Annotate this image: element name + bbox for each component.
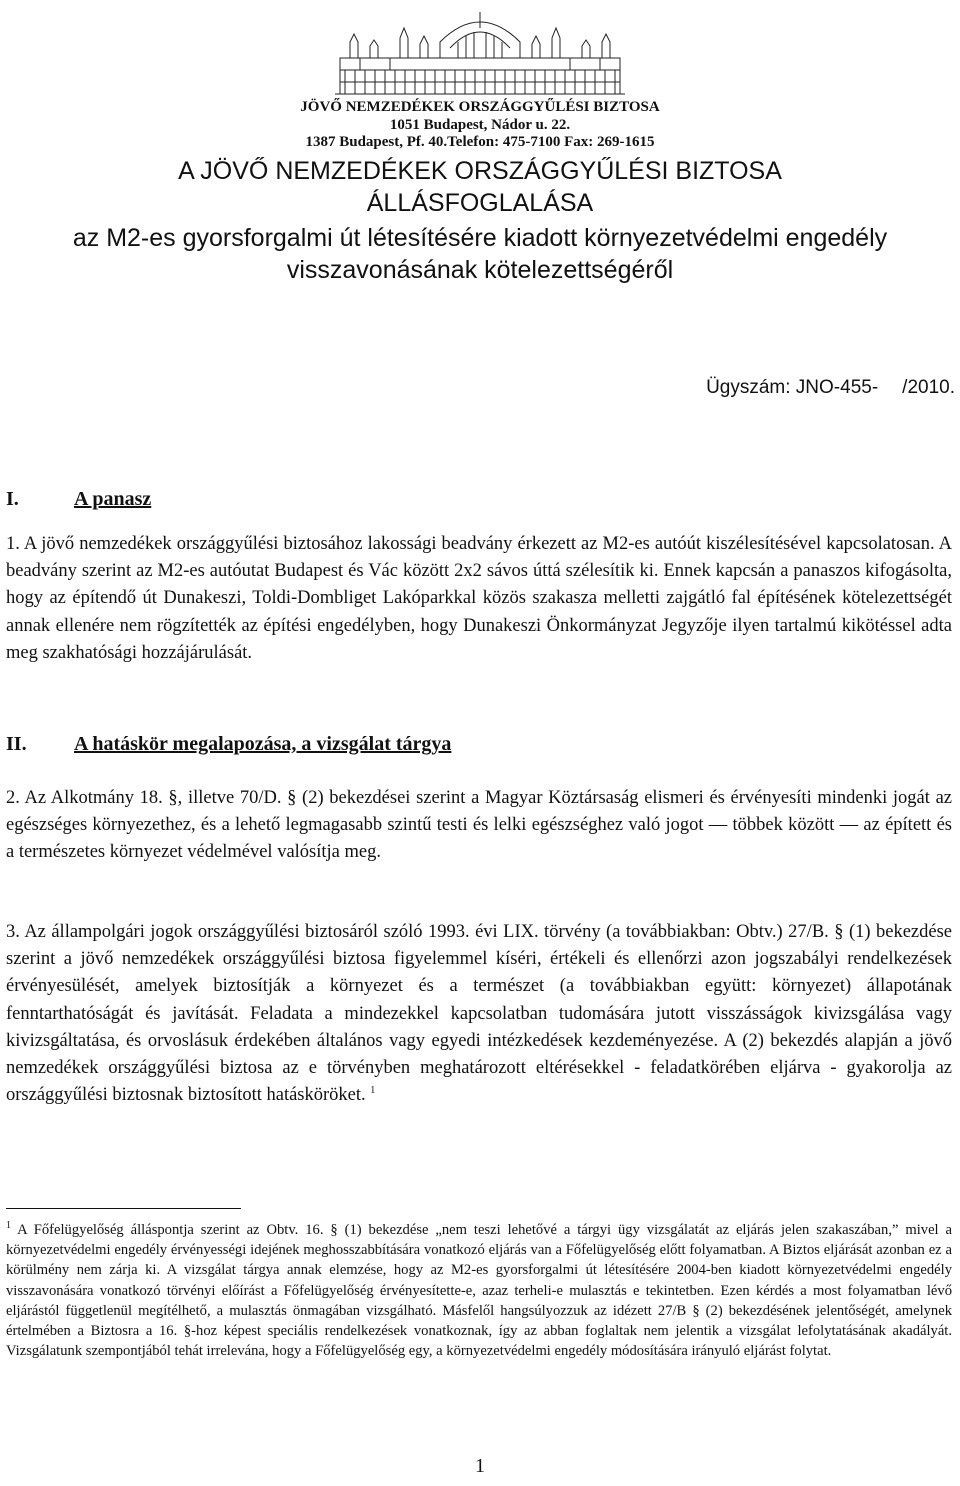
footnote-divider: [6, 1208, 241, 1209]
issuer-contact: 1387 Budapest, Pf. 40.Telefon: 475-7100 Fax: 269-1615: [305, 134, 655, 150]
section-title: A panasz: [74, 488, 152, 510]
doc-subtitle-line2: visszavonásának kötelezettségéről: [286, 256, 674, 284]
footnote: [6, 1220, 952, 1361]
section-heading-1: [6, 488, 151, 511]
case-number-label: Ügyszám: JNO-455-: [706, 377, 879, 398]
page-number: 1: [475, 1455, 485, 1477]
paragraph-1: 1. A jövő nemzedékek országgyűlési biztosához lakossági beadvány érkezett az M2-es autóút kiszélesítésével kapcsolatosan. A beadvány szerint az M2-es autóutat Budapest és Vác között 2x2 sávos úttá szélesítik ki. Ennek kapcsán a panaszos kifogásolta, hogy az építendő út Dunakeszi, Toldi-Dombliget Lakóparkkal közös szakasza melletti zajgátló fal építésének kötelezettségét annak ellenére nem rögzítették az építési engedélyben, hogy Dunakeszi Önkormányzat Jegyzője ilyen tartalmú kikötéssel adta meg szakhatósági hozzájárulását.: [6, 534, 952, 663]
doc-title-line1: A JÖVŐ NEMZEDÉKEK ORSZÁGGYŰLÉSI BIZTOSA: [178, 157, 782, 185]
section-number: I.: [6, 488, 19, 510]
paragraph-2: 2. Az Alkotmány 18. §, illetve 70/D. § (2) bekezdései szerint a Magyar Köztársaság elismeri és érvényesíti mindenki jogát az egészséges környezethez, és a lehető legmagasabb szintű testi és lelki egészséghez való jogot — többek között — az épített és a természetes környezet védelmével valósítja meg.: [6, 788, 952, 863]
paragraph-3-text: 3. Az állampolgári jogok országgyűlési biztosáról szóló 1993. évi LIX. törvény (a továbbiakban: Obtv.) 27/B. § (1) bekezdése szerint a jövő nemzedékek országgyűlési biztosa figyelemmel kíséri, értékeli és ellenőrzi azon jogszabályi rendelkezések érvényesülését, amelyek biztosítják a környezet és a természet (a továbbiakban együtt: környezet) állapotának fenntarthatóságát és javítását. Feladata a mindezekkel kapcsolatban tudomására jutott visszásságok kivizsgálása vagy kivizsgáltatása, és orvoslásuk érdekében általános vagy egyedi intézkedések kezdeményezése. A (2) bekezdés alapján a jövő nemzedékek országgyűlési biztosa az e törvényben meghatározott eltérésekkel - feladatkörében eljárva - gyakorolja az országgyűlési biztosnak biztosított hatásköröket.: [6, 922, 952, 1106]
footnote-text: A Főfelügyelőség álláspontja szerint az Obtv. 16. § (1) bekezdése „nem teszi lehetővé a tárgyi ügy vizsgálatát az eljárás jelen szakaszában,” mivel a környezetvédelmi engedély érvényességi idejének meghosszabbítására vonatkozó eljárás van a Főfelügyelőség előtt folyamatban. A Biztos eljárását azonban ez a körülmény nem zárja ki. A vizsgálat tárgya annak elemzése, hogy az M2-es gyorsforgalmi út létesítésére 2004-ben kiadott környezetvédelmi engedély visszavonására vonatkozó törvényi előírást a Főfelügyelőség érvényesítette-e, azaz terheli-e mulasztás e tekintetben. Ezen kérdés a most folyamatban lévő eljárástól függetlenül megítélhető, a mulasztás önmagában vizsgálható. Másfelől hangsúlyozzuk az idézett 27/B § (2) bekezdésének jelentőségét, amelynek értelmében a Biztosra a 16. §-hoz képest speciális rendelkezések vonatkoznak, így az abban foglaltak nem jelentik a vizsgálat lefolytatásának akadályát. Vizsgálatunk szempontjából tehát irrelevána, hogy a Főfelügyelőség egy, a környezetvédelmi engedély módosítására irányuló eljárást folytat.: [6, 1222, 952, 1360]
parliament-logo: [330, 8, 630, 98]
footnote-mark: 1: [6, 1220, 11, 1232]
section-title: A hatáskör megalapozása, a vizsgálat tárgya: [74, 733, 452, 755]
section-heading-2: [6, 733, 451, 756]
issuer-name: JÖVŐ NEMZEDÉKEK ORSZÁGGYŰLÉSI BIZTOSA: [300, 99, 660, 115]
footnote-reference[interactable]: 1: [370, 1085, 376, 1097]
issuer-address: 1051 Budapest, Nádor u. 22.: [389, 117, 571, 133]
section-number: II.: [6, 733, 27, 755]
case-number-year: /2010.: [902, 377, 955, 398]
doc-subtitle-line1: az M2-es gyorsforgalmi út létesítésére kiadott környezetvédelmi engedély: [72, 224, 888, 252]
doc-title-line2: ÁLLÁSFOGLALÁSA: [366, 189, 594, 217]
case-number: [0, 377, 955, 399]
paragraph-3: [6, 919, 952, 1109]
